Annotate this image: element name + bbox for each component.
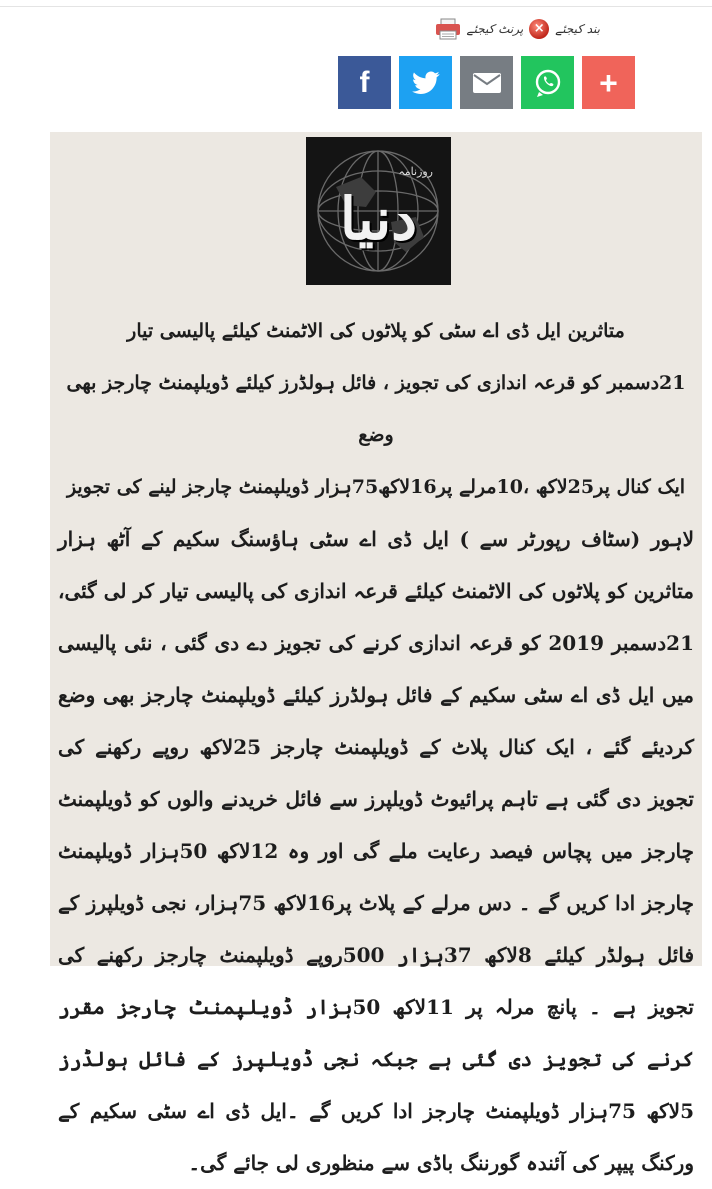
printer-icon[interactable] [435, 18, 461, 40]
utility-bar [400, 14, 600, 44]
more-share-button[interactable] [582, 56, 635, 109]
close-label[interactable]: بند کیجئے [555, 22, 600, 36]
whatsapp-share-button[interactable] [521, 56, 574, 109]
share-bar [338, 56, 635, 109]
facebook-icon: f [359, 65, 370, 99]
logo-title: دنیا [339, 185, 418, 253]
headline-1: متاثرین ایل ڈی اے سٹی کو پلاٹوں کی الاٹمنٹ کیلئے پالیسی تیار [127, 320, 625, 342]
article-text [58, 305, 694, 1189]
twitter-share-button[interactable] [399, 56, 452, 109]
facebook-share-button[interactable] [338, 56, 391, 109]
whatsapp-icon [533, 68, 563, 98]
headline-3: ایک کنال پر25لاکھ ،10مرلے پر16لاکھ75ہزار ڈویلپمنٹ چارجز لینے کی تجویز [66, 476, 686, 498]
headline-2: 21دسمبر کو قرعہ اندازی کی تجویز ، فائل ہولڈرز کیلئے ڈویلپمنٹ چارجز بھی وضع [66, 372, 686, 446]
email-icon [473, 73, 501, 93]
top-divider [0, 6, 712, 7]
plus-icon: + [599, 64, 618, 101]
logo-subtitle: روزنامہ [398, 165, 433, 178]
article-body: لاہور (سٹاف رپورٹر سے ) ایل ڈی اے سٹی ہاؤسنگ سکیم کے آٹھ ہزار متاثرین کو پلاٹوں کی الاٹمنٹ کیلئے قرعہ اندازی کی پالیسی تیار کر لی گئی، 21دسمبر 2019 کو قرعہ اندازی کرنے کی تجویز دے دی گئی ، نئی پالیسی میں ایل ڈی اے سٹی سکیم کے فائل ہولڈرز کیلئے ڈویلپمنٹ چارجز بھی وضع کردیئے گئے ، ایک کنال پلاٹ کے ڈویلپمنٹ چارجز 25لاکھ روپے رکھنے کی تجویز دی گئی ہے تاہم پرائیوٹ ڈویلپرز سے فائل خریدنے والوں کو ڈویلپمنٹ چارجز میں پچاس فیصد رعایت ملے گی اور وہ 12لاکھ 50ہزار ڈویلپمنٹ چارجز ادا کریں گے ۔ دس مرلے کے پلاٹ پر16لاکھ 75ہزار، نجی ڈویلپرز کے فائل ہولڈر کیلئے 8لاکھ 37ہزار 500روپے ڈویلپمنٹ چارجز رکھنے کی تجویز ہے ۔ پانچ مرلہ پر 11لاکھ 50ہزار ڈویلپمنٹ چارجز مقرر کرنے کی تجویز دی گئی ہے جبکہ نجی ڈویلپرز کے فائل ہولڈرز 5لاکھ 75ہزار ڈویلپمنٹ چارجز ادا کریں گے ۔ایل ڈی اے سٹی سکیم کے ورکنگ پیپر کی آئندہ گورننگ باڈی سے منظوری لی جائے گی۔ [58, 527, 695, 1175]
twitter-icon [412, 71, 440, 95]
print-label[interactable]: پرنٹ کیجئے [466, 22, 524, 36]
close-icon[interactable]: × [529, 19, 549, 39]
email-share-button[interactable] [460, 56, 513, 109]
newspaper-logo [306, 137, 451, 285]
